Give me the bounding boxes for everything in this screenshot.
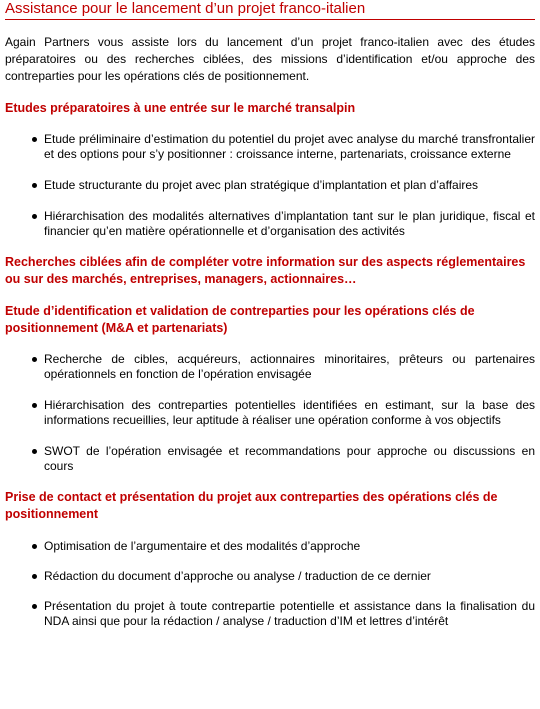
section-heading-prise-de-contact: Prise de contact et présentation du projet aux contreparties des opérations clés de positionnement (5, 490, 498, 521)
bullet-icon (32, 544, 37, 549)
bullet-icon (32, 449, 37, 454)
list-item: Optimisation de l’argumentaire et des modalités d’approche (5, 539, 535, 554)
list-item: Etude préliminaire d’estimation du potentiel du projet avec analyse du marché transfrontalier et des options pour s’y positionner : croissance interne, partenariats, croissance externe (5, 132, 535, 162)
bullet-icon (32, 574, 37, 579)
bullet-icon (32, 604, 37, 609)
bullet-icon (32, 137, 37, 142)
bullet-list-etudes (5, 132, 535, 239)
section-heading-recherches: Recherches ciblées afin de compléter votre information sur des aspects réglementaires ou sur des marchés, entreprises, managers, actionnaires… (5, 255, 526, 286)
bullet-list-prise-de-contact (5, 539, 535, 629)
bullet-icon (32, 357, 37, 362)
list-item: Présentation du projet à toute contrepartie potentielle et assistance dans la finalisation du NDA ainsi que pour la rédaction / analyse / traduction d’IM et lettres d’intérêt (5, 599, 535, 629)
bullet-list-identification (5, 352, 535, 474)
bullet-icon (32, 214, 37, 219)
list-item: Hiérarchisation des contreparties potentielles identifiées en estimant, sur la base des informations recueillies, leur aptitude à réaliser une opération conforme à vos objectifs (5, 398, 535, 428)
bullet-icon (32, 403, 37, 408)
bullet-icon (32, 183, 37, 188)
list-item: Recherche de cibles, acquéreurs, actionnaires minoritaires, prêteurs ou partenaires opérationnels en fonction de l’opération envisagée (5, 352, 535, 382)
list-item: SWOT de l’opération envisagée et recommandations pour approche ou discussions en cours (5, 444, 535, 474)
intro-paragraph: Again Partners vous assiste lors du lancement d’un projet franco-italien avec des études préparatoires ou des recherches ciblées, des missions d’identification et/ou approche des contreparties pour les opérations clés de positionnement. (5, 35, 535, 83)
list-item: Rédaction du document d’approche ou analyse / traduction de ce dernier (5, 569, 535, 584)
page-title: Assistance pour le lancement d’un projet franco-italien (5, 0, 535, 20)
list-item: Hiérarchisation des modalités alternatives d’implantation tant sur le plan juridique, fiscal et financier qu’en matière opérationnelle et d’organisation des activités (5, 209, 535, 239)
section-heading-identification: Etude d’identification et validation de contreparties pour les opérations clés de positionnement (M&A et partenariats) (5, 304, 475, 335)
section-heading-etudes: Etudes préparatoires à une entrée sur le marché transalpin (5, 101, 356, 115)
list-item: Etude structurante du projet avec plan stratégique d’implantation et plan d’affaires (5, 178, 535, 193)
